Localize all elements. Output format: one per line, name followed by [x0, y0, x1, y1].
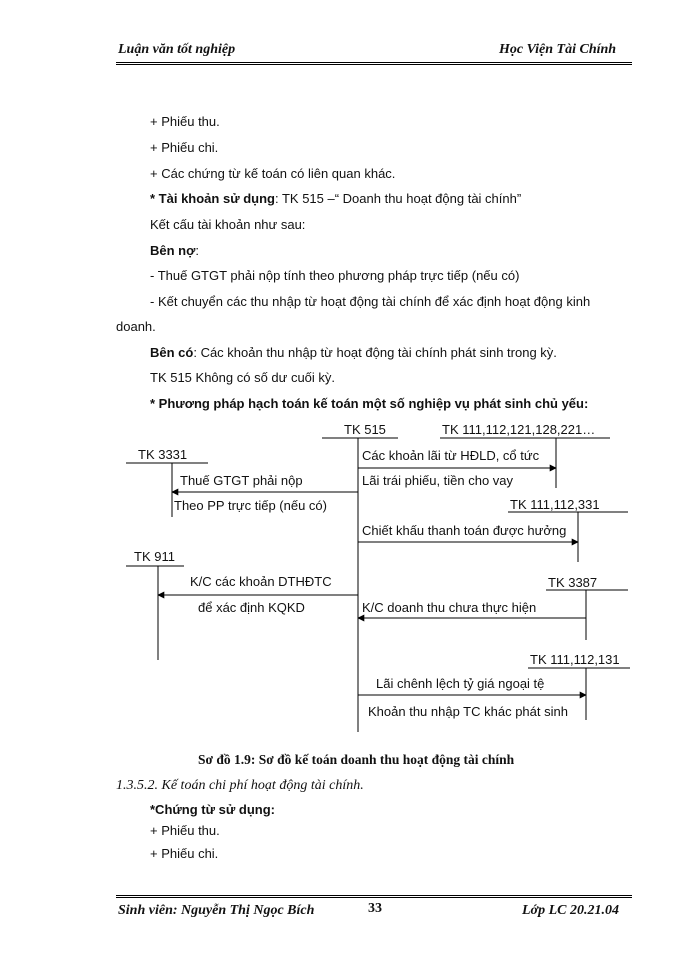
tai-khoan-value: : TK 515 –“ Doanh thu hoạt động tài chính”: [274, 191, 522, 206]
after-chung-tu: *Chứng từ sử dụng:: [150, 802, 275, 817]
thu-nhap-khac-label: Khoản thu nhập TC khác phát sinh: [368, 704, 568, 719]
body-line-thue-gtgt: - Thuế GTGT phải nộp tính theo phương pháp trực tiếp (nếu có): [150, 268, 520, 283]
body-line-ket-cau: Kết cấu tài khoản như sau:: [150, 217, 306, 232]
body-line-phieu-chi: + Phiếu chi.: [150, 140, 219, 155]
body-line-phieu-thu: + Phiếu thu.: [150, 114, 220, 129]
tk911-label: TK 911: [134, 549, 175, 564]
section-heading: 1.3.5.2. Kế toán chi phí hoạt động tài chính.: [116, 778, 364, 793]
thue-gtgt-label-1: Thuế GTGT phải nộp: [180, 473, 303, 488]
thue-gtgt-label-2: Theo PP trực tiếp (nếu có): [174, 498, 327, 513]
lai-ty-gia-label: Lãi chênh lệch tỷ giá ngoại tệ: [376, 676, 545, 691]
body-line-chung-tu-khac: + Các chứng từ kế toán có liên quan khác.: [150, 166, 396, 181]
chiet-khau-label: Chiết khấu thanh toán được hưởng: [362, 523, 567, 538]
lai-trai-phieu-label: Lãi trái phiếu, tiền cho vay: [362, 473, 514, 488]
body-line-so-du: TK 515 Không có số dư cuối kỳ.: [150, 370, 336, 385]
ben-no-colon: :: [195, 243, 199, 258]
ben-co-value: : Các khoản thu nhập từ hoạt động tài chính phát sinh trong kỳ.: [193, 345, 557, 360]
tk111b-label: TK 111,112,331: [510, 497, 600, 512]
ben-co-label: Bên có: [150, 345, 194, 360]
tk3331-label: TK 3331: [138, 447, 188, 462]
tai-khoan-label: * Tài khoản sử dụng: [150, 191, 275, 206]
footer-rule-2: [116, 897, 632, 898]
tk111c-label: TK 111,112,131: [530, 652, 620, 667]
body-line-doanh: doanh.: [116, 319, 156, 334]
after-phieu-thu: + Phiếu thu.: [150, 823, 220, 838]
tk3387-label: TK 3387: [548, 575, 598, 590]
header-right: Học Viện Tài Chính: [499, 42, 617, 57]
body-line-ket-chuyen: - Kết chuyển các thu nhập từ hoạt động tài chính để xác định hoạt động kinh: [150, 294, 591, 309]
kc-doanh-thu-label: K/C doanh thu chưa thực hiện: [362, 600, 537, 615]
body-line-phuong-phap: * Phương pháp hạch toán kế toán một số nghiệp vụ phát sinh chủ yếu:: [150, 396, 589, 411]
header-left: Luận văn tốt nghiệp: [118, 42, 236, 57]
footer-rule: [116, 895, 632, 896]
after-phieu-chi: + Phiếu chi.: [150, 846, 219, 861]
footer-right: Lớp LC 20.21.04: [522, 903, 619, 918]
footer-page-number: 33: [368, 901, 382, 916]
tk111a-label: TK 111,112,121,128,221…: [442, 422, 596, 437]
lai-hdld-label: Các khoản lãi từ HĐLD, cổ tức: [362, 448, 540, 463]
footer-left: Sinh viên: Nguyễn Thị Ngọc Bích: [118, 903, 315, 918]
tk515-label: TK 515: [344, 422, 386, 437]
ben-no-label: Bên nợ: [150, 243, 196, 258]
kc-dthdtc-label-2: để xác định KQKD: [198, 600, 305, 615]
diagram-caption: Sơ đồ 1.9: Sơ đồ kế toán doanh thu hoạt động tài chính: [198, 752, 515, 767]
kc-dthdtc-label-1: K/C các khoản DTHĐTC: [190, 574, 332, 589]
